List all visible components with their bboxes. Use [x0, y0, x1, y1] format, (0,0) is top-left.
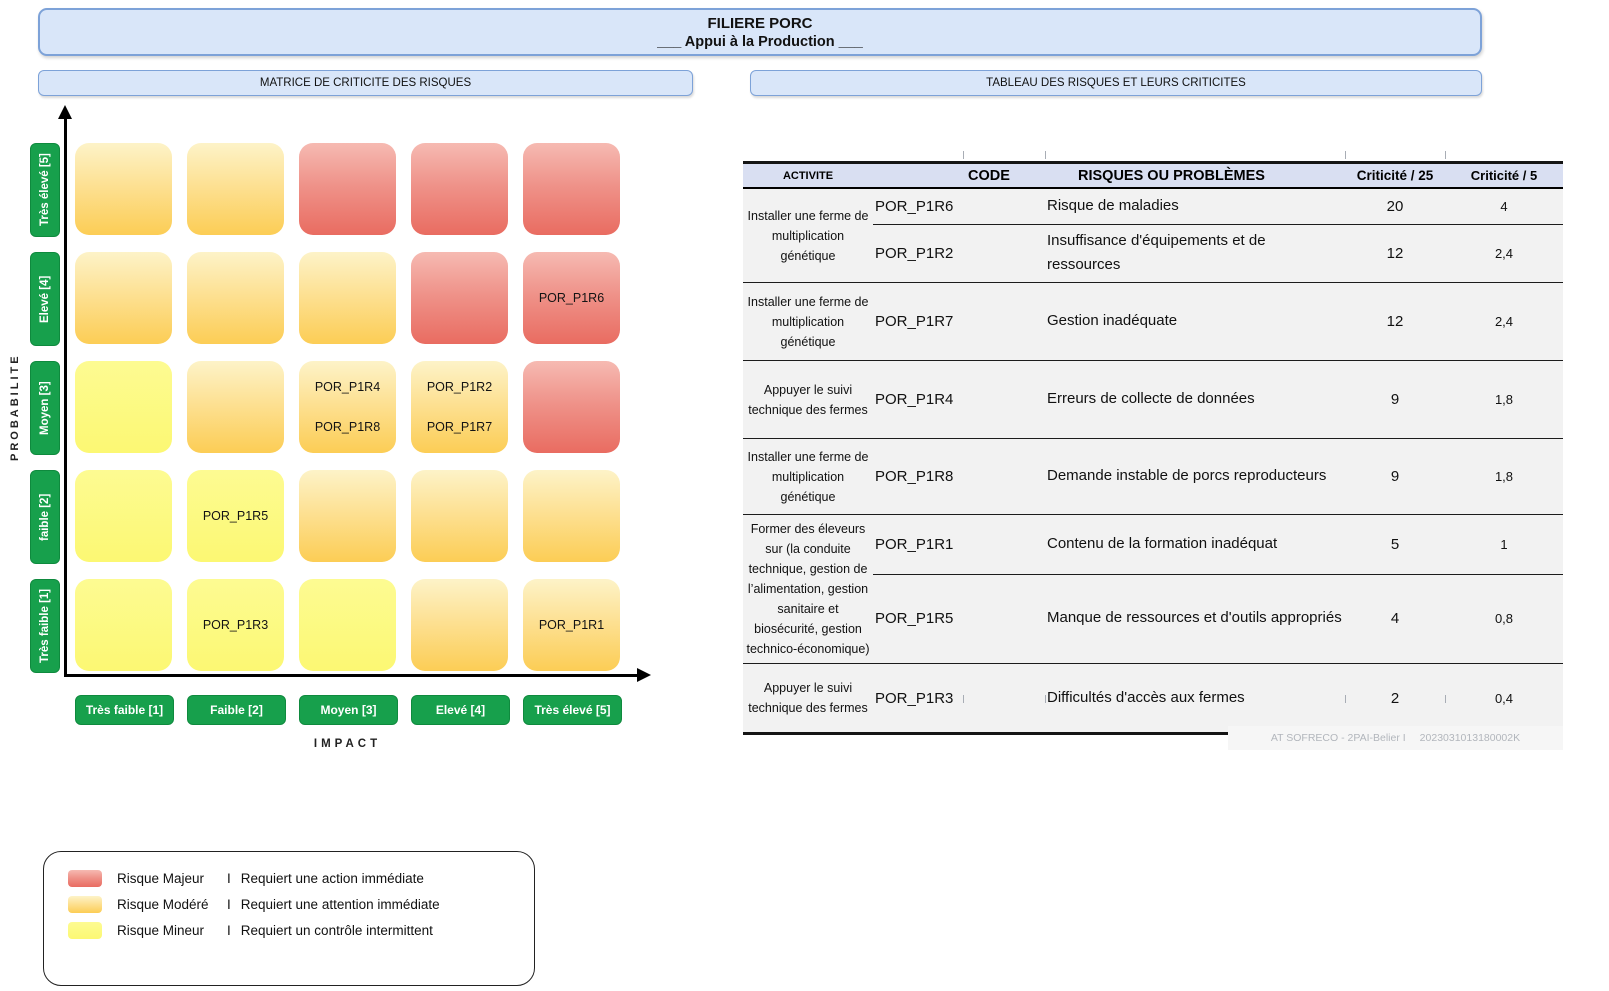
- risk-code-label: POR_P1R4: [314, 380, 381, 394]
- gridline-stub: [963, 695, 964, 703]
- risk-cell: Erreurs de collecte de données: [1045, 361, 1345, 439]
- legend-swatch-minor: [68, 922, 102, 939]
- impact-label-5: Très élevé [5]: [523, 695, 622, 725]
- matrix-cell-p4-i1: [75, 252, 172, 344]
- criticite5-cell: 0,8: [1445, 574, 1563, 663]
- risk-table-row-5: [743, 439, 1563, 515]
- impact-label-3: Moyen [3]: [299, 695, 398, 725]
- legend-swatch-moderate: [68, 896, 102, 913]
- legend-separator: I: [227, 896, 231, 912]
- matrix-cell-p2-i1: [75, 470, 172, 562]
- matrix-cell-p2-i4: [411, 470, 508, 562]
- legend-swatch-major: [68, 870, 102, 887]
- probability-label-4: Elevé [4]: [30, 252, 60, 346]
- criticite5-cell: 1,8: [1445, 361, 1563, 439]
- risk-code-label: POR_P1R7: [426, 420, 493, 434]
- risk-cell: Contenu de la formation inadéquat: [1045, 515, 1345, 575]
- legend-label: Risque Modéré: [117, 896, 209, 912]
- main-subtitle: ___ Appui à la Production ___: [657, 33, 863, 50]
- impact-axis-title: IMPACT: [313, 738, 382, 750]
- criticite5-cell: 4: [1445, 188, 1563, 224]
- gridline-stub: [1445, 151, 1446, 159]
- risk-table-row-3: [743, 283, 1563, 361]
- matrix-cell-p4-i4: [411, 252, 508, 344]
- risk-table-row-6: [743, 515, 1563, 575]
- probability-label-5: Très élevé [5]: [30, 143, 60, 237]
- matrix-cell-p1-i2: [187, 579, 284, 671]
- gridline-stub: [963, 151, 964, 159]
- probability-axis-arrow: [64, 118, 67, 676]
- activity-cell: Appuyer le suivi technique des fermes: [743, 361, 873, 439]
- criticite5-cell: 1: [1445, 515, 1563, 575]
- activity-cell: Installer une ferme de multiplication génétique: [743, 439, 873, 515]
- main-title-banner: [38, 8, 1482, 56]
- risk-code-label: POR_P1R5: [202, 509, 269, 523]
- matrix-cell-p5-i2: [187, 143, 284, 235]
- risk-table-row-4: [743, 361, 1563, 439]
- matrix-cell-p5-i3: [299, 143, 396, 235]
- legend-item-moderate: [44, 891, 534, 917]
- column-header-code: CODE: [873, 163, 1045, 189]
- matrix-cell-p1-i3: [299, 579, 396, 671]
- criticite25-cell: 9: [1345, 439, 1445, 515]
- matrix-cell-p3-i1: [75, 361, 172, 453]
- matrix-cell-p1-i4: [411, 579, 508, 671]
- legend-label: Risque Majeur: [117, 870, 205, 886]
- footer-watermark-left: AT SOFRECO - 2PAI-Belier I: [1270, 732, 1406, 744]
- risk-cell: Difficultés d'accès aux fermes: [1045, 664, 1345, 734]
- risk-cell: Gestion inadéquate: [1045, 283, 1345, 361]
- column-header-risques: RISQUES OU PROBLÈMES: [1045, 163, 1345, 189]
- code-cell: POR_P1R2: [873, 224, 1045, 283]
- criticite25-cell: 20: [1345, 188, 1445, 224]
- matrix-cell-p4-i3: [299, 252, 396, 344]
- matrix-cell-p3-i5: [523, 361, 620, 453]
- risk-code-label: POR_P1R3: [202, 618, 269, 632]
- gridline-stub: [1445, 695, 1446, 703]
- legend-label: Risque Mineur: [117, 922, 205, 938]
- matrix-cell-p4-i2: [187, 252, 284, 344]
- legend-description: Requiert un contrôle intermittent: [240, 922, 433, 938]
- legend-item-minor: [44, 917, 534, 943]
- column-header-criticite25: Criticité / 25: [1345, 163, 1445, 189]
- risk-table-row-1: [743, 188, 1563, 224]
- code-cell: POR_P1R6: [873, 188, 1045, 224]
- impact-label-4: Elevé [4]: [411, 695, 510, 725]
- risk-cell: Demande instable de porcs reproducteurs: [1045, 439, 1345, 515]
- activity-cell: Appuyer le suivi technique des fermes: [743, 664, 873, 734]
- criticite25-cell: 9: [1345, 361, 1445, 439]
- activity-cell: Installer une ferme de multiplication génétique: [743, 283, 873, 361]
- probability-axis-title: PROBABILITE: [9, 353, 21, 461]
- legend-description: Requiert une action immédiate: [240, 870, 424, 886]
- matrix-cell-p5-i1: [75, 143, 172, 235]
- matrix-cell-p1-i5: [523, 579, 620, 671]
- probability-label-3: Moyen [3]: [30, 361, 60, 455]
- gridline-stub: [1045, 695, 1046, 703]
- matrix-cell-p5-i4: [411, 143, 508, 235]
- legend-separator: I: [227, 870, 231, 886]
- impact-axis-arrow: [64, 674, 638, 677]
- matrix-cell-p2-i5: [523, 470, 620, 562]
- gridline-stub: [1045, 151, 1046, 159]
- code-cell: POR_P1R5: [873, 574, 1045, 663]
- probability-labels: [30, 143, 58, 671]
- criticite25-cell: 4: [1345, 574, 1445, 663]
- risk-cell: Manque de ressources et d'outils appropriés: [1045, 574, 1345, 663]
- legend-items: [44, 865, 534, 943]
- code-cell: POR_P1R4: [873, 361, 1045, 439]
- criticite5-cell: 2,4: [1445, 283, 1563, 361]
- footer-watermark-right: 2023031013180002K: [1419, 732, 1521, 744]
- matrix-section-header: MATRICE DE CRITICITE DES RISQUES: [38, 70, 693, 96]
- matrix-cell-p3-i2: [187, 361, 284, 453]
- table-section-header: TABLEAU DES RISQUES ET LEURS CRITICITES: [750, 70, 1482, 96]
- matrix-cell-p1-i1: [75, 579, 172, 671]
- criticite5-cell: 2,4: [1445, 224, 1563, 283]
- criticite5-cell: 0,4: [1445, 664, 1563, 734]
- gridline-stub: [1345, 151, 1346, 159]
- criticite25-cell: 12: [1345, 283, 1445, 361]
- criticite25-cell: 5: [1345, 515, 1445, 575]
- matrix-cell-p3-i3: [299, 361, 396, 453]
- code-cell: POR_P1R8: [873, 439, 1045, 515]
- risk-code-label: POR_P1R6: [538, 291, 605, 305]
- risk-table: [743, 161, 1563, 735]
- matrix-cell-p2-i2: [187, 470, 284, 562]
- probability-label-2: faible [2]: [30, 470, 60, 564]
- risk-matrix-grid: [75, 143, 620, 671]
- impact-label-1: Très faible [1]: [75, 695, 174, 725]
- matrix-cell-p4-i5: [523, 252, 620, 344]
- code-cell: POR_P1R7: [873, 283, 1045, 361]
- risk-table-row-8: [743, 664, 1563, 734]
- column-header-criticite5: Criticité / 5: [1445, 163, 1563, 189]
- footer-watermark: [1228, 726, 1563, 750]
- matrix-cell-p3-i4: [411, 361, 508, 453]
- gridline-stub: [1345, 695, 1346, 703]
- matrix-cell-p2-i3: [299, 470, 396, 562]
- risk-code-label: POR_P1R8: [314, 420, 381, 434]
- criticite25-cell: 2: [1345, 664, 1445, 734]
- risk-code-label: POR_P1R1: [538, 618, 605, 632]
- probability-label-1: Très faible [1]: [30, 579, 60, 673]
- criticite25-cell: 12: [1345, 224, 1445, 283]
- risk-legend: [43, 851, 535, 986]
- impact-label-2: Faible [2]: [187, 695, 286, 725]
- risk-table-header-row: [743, 163, 1563, 189]
- main-title: FILIERE PORC: [707, 14, 813, 32]
- risk-cell: Insuffisance d'équipements et de ressources: [1045, 224, 1345, 283]
- column-header-activite: ACTIVITE: [743, 163, 873, 189]
- legend-separator: I: [227, 922, 231, 938]
- activity-cell: Former des éleveurs sur (la conduite technique, gestion de l’alimentation, gestion sanitaire et biosécurité, gestion technico-économique): [743, 515, 873, 664]
- matrix-cell-p5-i5: [523, 143, 620, 235]
- risk-code-label: POR_P1R2: [426, 380, 493, 394]
- legend-description: Requiert une attention immédiate: [240, 896, 440, 912]
- activity-cell: Installer une ferme de multiplication génétique: [743, 188, 873, 283]
- legend-item-major: [44, 865, 534, 891]
- code-cell: POR_P1R1: [873, 515, 1045, 575]
- risk-table-wrapper: [743, 161, 1563, 735]
- risk-cell: Risque de maladies: [1045, 188, 1345, 224]
- code-cell: POR_P1R3: [873, 664, 1045, 734]
- criticite5-cell: 1,8: [1445, 439, 1563, 515]
